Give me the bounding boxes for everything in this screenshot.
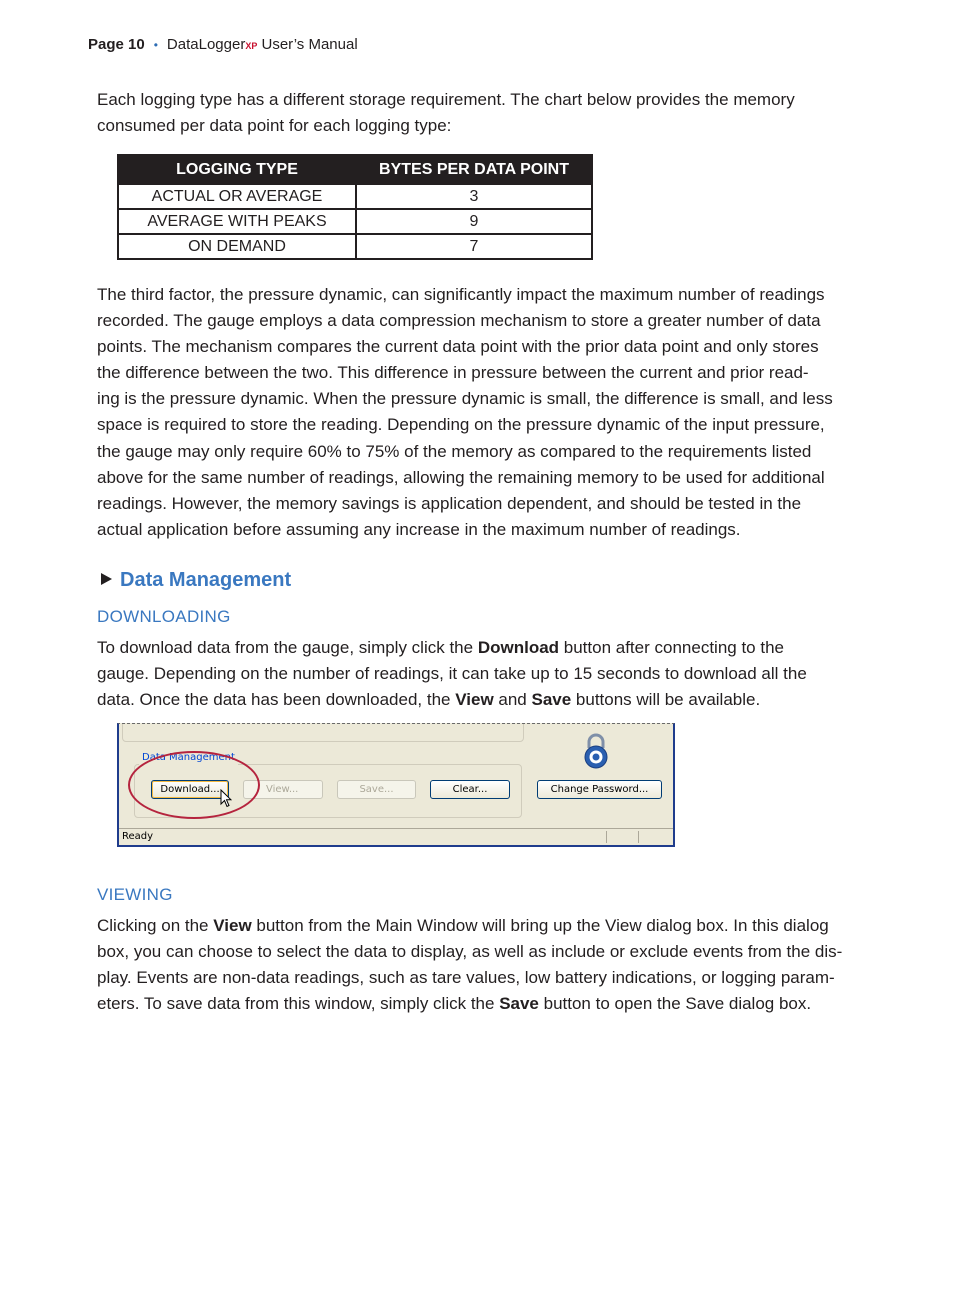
manual-label: User’s Manual: [257, 36, 358, 53]
table-row: [118, 234, 592, 259]
paragraph-line: The third factor, the pressure dynamic, can significantly impact the maximum number of readings: [97, 285, 825, 304]
page-header: [88, 35, 358, 56]
change-password-button[interactable]: Change Password...: [537, 780, 662, 799]
save-button[interactable]: Save...: [337, 780, 416, 799]
text-run: and: [493, 690, 532, 710]
table-cell: ACTUAL OR AVERAGE: [118, 184, 356, 209]
view-button[interactable]: View...: [243, 780, 323, 799]
paragraph-line: points. The mechanism compares the current data point with the prior data point and only stores: [97, 337, 819, 357]
pressure-paragraph: [97, 282, 857, 543]
viewing-paragraph: [97, 913, 857, 1017]
intro-paragraph: [97, 87, 857, 139]
text-run: button from the Main Window will bring up the View dialog box. In this dialog: [251, 916, 829, 935]
highlight-oval: [128, 751, 260, 819]
text-run: box, you can choose to select the data to display, as well as include or exclude events from the dis-: [97, 942, 843, 962]
text-run: eters. To save data from this window, simply click the: [97, 994, 500, 1014]
upper-group-box: [122, 723, 524, 742]
column-header: LOGGING TYPE: [118, 155, 356, 184]
status-bar: [119, 828, 673, 845]
bold-run: Download: [477, 638, 560, 657]
downloading-heading: DOWNLOADING: [97, 607, 231, 626]
text-run: button after connecting to the: [559, 638, 784, 657]
text-run: To download data from the gauge, simply click the: [97, 638, 478, 657]
table-row: [118, 184, 592, 209]
page-number: Page 10: [88, 36, 145, 53]
text-run: buttons will be available.: [571, 690, 761, 710]
table-cell: 3: [356, 184, 592, 209]
paragraph-line: space is required to store the reading. Depending on the pressure dynamic of the input pressure,: [97, 415, 825, 435]
paragraph-line: recorded. The gauge employs a data compression mechanism to store a greater number of data: [97, 311, 821, 331]
product-name: DataLogger: [166, 36, 246, 53]
paragraph-line: the difference between the two. This difference in pressure between the current and prior read-: [97, 363, 809, 383]
header-bullet: •: [153, 38, 158, 52]
paragraph-line: actual application before assuming any increase in the maximum number of readings.: [97, 519, 741, 539]
text-run: button to open the Save dialog box.: [538, 994, 812, 1014]
text-run: play. Events are non-data readings, such as tare values, low battery indications, or logging param-: [97, 968, 835, 988]
bold-run: Save: [499, 994, 539, 1014]
status-text: Ready: [122, 831, 154, 842]
data-management-screenshot: [117, 723, 675, 847]
lock-icon: [583, 732, 609, 770]
triangle-bullet-icon: [101, 573, 112, 585]
bold-run: Save: [531, 690, 572, 710]
table-cell: 9: [356, 209, 592, 234]
paragraph-line: ing is the pressure dynamic. When the pressure dynamic is small, the difference is small, and less: [97, 389, 833, 409]
section-title: [101, 566, 291, 594]
bold-run: View: [455, 690, 494, 710]
bold-run: View: [213, 916, 252, 935]
table-cell: AVERAGE WITH PEAKS: [118, 209, 356, 234]
paragraph-line: above for the same number of readings, allowing the remaining memory to be used for additional: [97, 467, 825, 487]
text-run: data. Once the data has been downloaded, the: [97, 690, 456, 710]
download-button[interactable]: Download...: [151, 780, 229, 799]
group-label: Data Management: [139, 751, 238, 765]
table-cell: 7: [356, 234, 592, 259]
status-divider: [638, 831, 639, 843]
mouse-cursor-icon: [220, 789, 232, 809]
viewing-heading: VIEWING: [97, 885, 173, 904]
status-divider: [606, 831, 607, 843]
paragraph-line: readings. However, the memory savings is application dependent, and should be tested in the: [97, 493, 802, 513]
table-cell: ON DEMAND: [118, 234, 356, 259]
section-title-text: Data Management: [120, 569, 292, 591]
intro-line: Each logging type has a different storage requirement. The chart below provides the memory: [97, 90, 795, 109]
downloading-paragraph: [97, 635, 857, 713]
product-suffix: XP: [245, 41, 258, 51]
text-run: gauge. Depending on the number of readings, it can take up to 15 seconds to download all the: [97, 664, 807, 684]
table-row: [118, 209, 592, 234]
column-header: BYTES PER DATA POINT: [356, 155, 592, 184]
clear-button[interactable]: Clear...: [430, 780, 510, 799]
storage-table: [117, 154, 593, 260]
text-run: Clicking on the: [97, 916, 214, 935]
paragraph-line: the gauge may only require 60% to 75% of the memory as compared to the requirements listed: [97, 441, 812, 461]
intro-line: consumed per data point for each logging type:: [97, 116, 452, 136]
table-header-row: [118, 155, 592, 184]
